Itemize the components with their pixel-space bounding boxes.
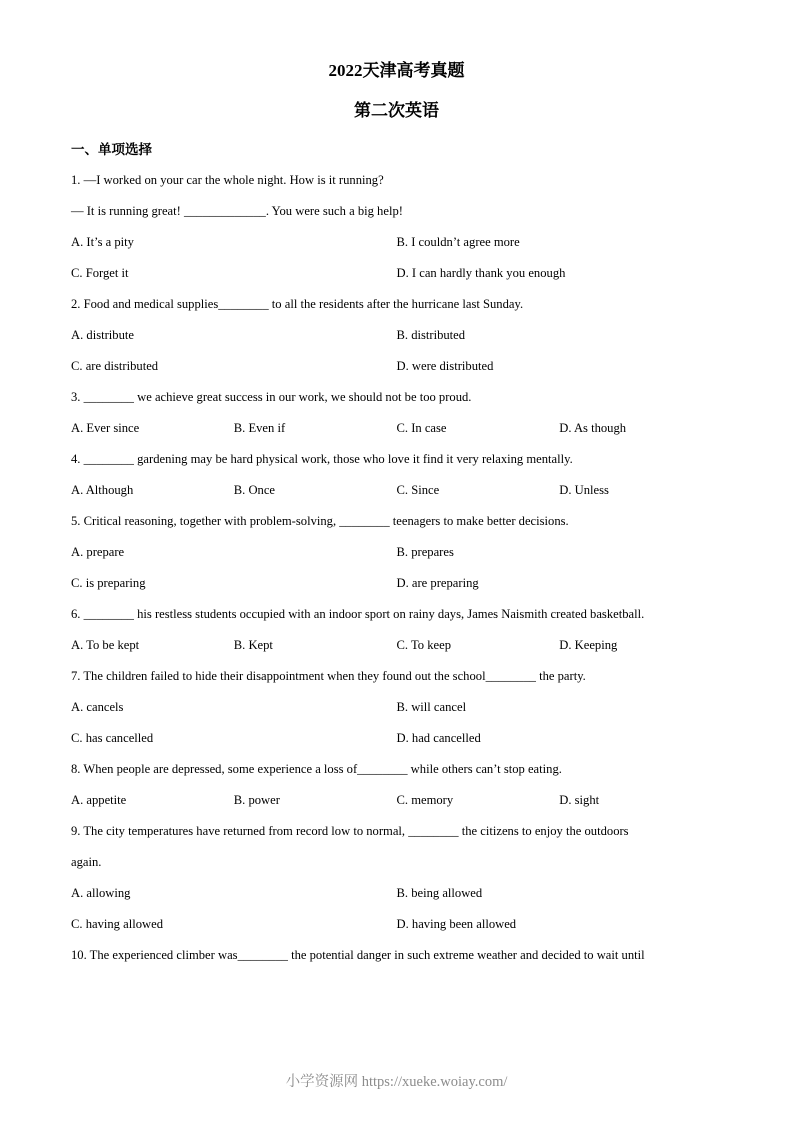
question-4-option: D. Unless — [559, 483, 609, 497]
question-6-option: B. Kept — [233, 638, 273, 652]
question-1-option: D. I can hardly thank you enough — [396, 266, 566, 280]
question-3-options — [71, 413, 722, 444]
page-title: 2022天津高考真题 — [328, 61, 465, 80]
question-2-stem-line: 2. Food and medical supplies________ to all the residents after the hurricane last Sunday. — [71, 297, 524, 311]
question-6-option: D. Keeping — [559, 638, 618, 652]
question-3-option: A. Ever since — [71, 421, 140, 435]
question-6-option: C. To keep — [396, 638, 452, 652]
question-6-stem-line: 6. ________ his restless students occupied with an indoor sport on rainy days, James Naismith created basketball. — [71, 607, 645, 621]
question-9-option: B. being allowed — [396, 886, 483, 900]
question-6-options — [71, 630, 722, 661]
question-9-option: C. having allowed — [71, 917, 163, 931]
question-5-option: D. are preparing — [396, 576, 479, 590]
question-8-option: A. appetite — [71, 793, 127, 807]
question-9-stem-line: again. — [71, 855, 102, 869]
question-4-options — [71, 475, 722, 506]
section-heading: 一、单项选择 — [71, 142, 152, 157]
question-4-option: A. Although — [71, 483, 134, 497]
question-8-option: D. sight — [559, 793, 600, 807]
question-8-option: C. memory — [396, 793, 454, 807]
question-3-option: B. Even if — [233, 421, 286, 435]
question-1-option: C. Forget it — [71, 266, 129, 280]
question-9-stem-line: 9. The city temperatures have returned from record low to normal, ________ the citizens to enjoy the outdoors — [71, 824, 629, 838]
question-4-stem-line: 4. ________ gardening may be hard physical work, those who love it find it very relaxing mentally. — [71, 452, 573, 466]
question-9-options — [71, 878, 722, 940]
page-subtitle: 第二次英语 — [354, 101, 439, 120]
question-4-option: C. Since — [396, 483, 440, 497]
question-6-option: A. To be kept — [71, 638, 140, 652]
question-2-option: C. are distributed — [71, 359, 159, 373]
question-1-stem-line: 1. —I worked on your car the whole night. How is it running? — [71, 173, 384, 187]
question-10-stem-line: 10. The experienced climber was________ the potential danger in such extreme weather and decided to wait until — [71, 948, 645, 962]
question-2-options — [71, 320, 722, 382]
question-7-option: A. cancels — [71, 700, 124, 714]
footer-watermark: 小学资源网 https://xueke.woiay.com/ — [285, 1074, 508, 1090]
question-2-option: B. distributed — [396, 328, 466, 342]
question-8-stem-line: 8. When people are depressed, some experience a loss of________ while others can’t stop eating. — [71, 762, 562, 776]
question-7-options — [71, 692, 722, 754]
question-2-option: D. were distributed — [396, 359, 494, 373]
question-5-options — [71, 537, 722, 599]
question-7-option: B. will cancel — [396, 700, 467, 714]
question-5-option: B. prepares — [396, 545, 454, 559]
question-9-option: A. allowing — [71, 886, 131, 900]
question-7-stem-line: 7. The children failed to hide their disappointment when they found out the school________ the party. — [71, 669, 586, 683]
question-1-stem-line: — It is running great! _____________. You were such a big help! — [71, 204, 403, 218]
question-2-option: A. distribute — [71, 328, 134, 342]
question-3-option: C. In case — [396, 421, 447, 435]
question-9-option: D. having been allowed — [396, 917, 517, 931]
question-3-stem-line: 3. ________ we achieve great success in our work, we should not be too proud. — [71, 390, 472, 404]
question-5-stem-line: 5. Critical reasoning, together with problem-solving, ________ teenagers to make better decisions. — [71, 514, 569, 528]
question-5-option: C. is preparing — [71, 576, 146, 590]
questions-container — [71, 165, 722, 971]
question-5-option: A. prepare — [71, 545, 125, 559]
question-1-option: B. I couldn’t agree more — [396, 235, 520, 249]
question-1-options — [71, 227, 722, 289]
question-7-option: D. had cancelled — [396, 731, 481, 745]
question-3-option: D. As though — [559, 421, 627, 435]
question-8-option: B. power — [233, 793, 280, 807]
question-4-option: B. Once — [233, 483, 276, 497]
question-8-options — [71, 785, 722, 816]
question-7-option: C. has cancelled — [71, 731, 154, 745]
question-1-option: A. It’s a pity — [71, 235, 134, 249]
